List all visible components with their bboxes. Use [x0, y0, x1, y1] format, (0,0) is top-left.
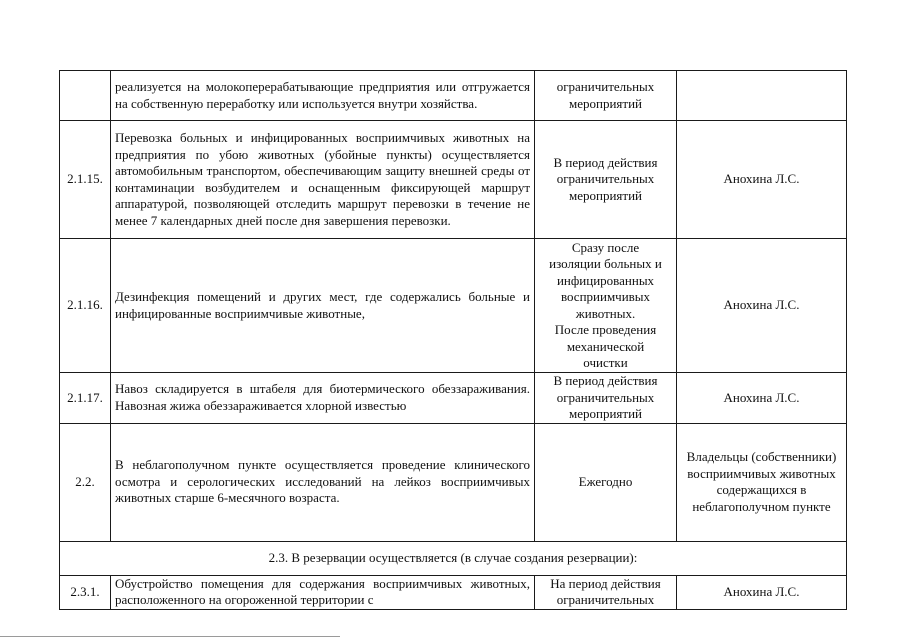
- row-number: 2.3.1.: [60, 575, 111, 609]
- term-line: восприимчивых: [560, 289, 651, 304]
- term-cell: [535, 575, 677, 609]
- measure-text: Перевозка больных и инфицированных восприимчивых животных на предприятия по убою животных (убойные пункты) осуществляется автомобильным транспортом, обеспечивающим защиту внешней среды от контаминации возбудителем и оснащенным фиксирующей маршрут аппаратурой, позволяющей отследить маршрут перевозки в течение не менее 7 календарных дней после дня завершения перевозки.: [111, 121, 535, 239]
- scan-edge-line: [0, 636, 340, 637]
- measure-text: Обустройство помещения для содержания восприимчивых животных, расположенного на огороженной территории с: [115, 575, 530, 607]
- responsible-cell: Анохина Л.С.: [677, 121, 847, 239]
- measure-text-cell: [111, 575, 535, 609]
- responsible-cell: Анохина Л.С.: [677, 373, 847, 424]
- term-line: Ежегодно: [578, 473, 633, 489]
- term-line: В период действия: [553, 154, 658, 170]
- table-row: [60, 575, 847, 609]
- table-row: [60, 373, 847, 424]
- section-heading-row: [60, 541, 847, 575]
- table-row: [60, 423, 847, 541]
- responsible-cell: Владельцы (собственники) восприимчивых животных содержащихся в неблагополучном пункте: [677, 423, 847, 541]
- row-number: 2.1.17.: [60, 373, 111, 424]
- term-line: мероприятий: [569, 406, 642, 421]
- measure-text: В неблагополучном пункте осуществляется проведение клинического осмотра и серологических исследований на лейкоз восприимчивых животных старше 6-месячного возраста.: [111, 423, 535, 541]
- term-line: ограничительных: [556, 389, 655, 405]
- term-cell: [535, 423, 677, 541]
- measure-text: Навоз складируется в штабеля для биотермического обеззараживания. Навозная жижа обеззараживается хлорной известью: [111, 373, 535, 424]
- term-line: После проведения: [554, 322, 657, 337]
- measures-table: [59, 70, 847, 610]
- measure-text: Дезинфекция помещений и других мест, где содержались больные и инфицированные восприимчивые животные,: [111, 239, 535, 373]
- term-cell: [535, 71, 677, 121]
- term-line: На период действия: [550, 575, 661, 591]
- table-row: [60, 239, 847, 373]
- row-number: 2.2.: [60, 423, 111, 541]
- term-line: мероприятий: [569, 95, 642, 111]
- measure-text: реализуется на молокоперерабатывающие предприятия или отгружается на собственную переработку или используется внутри хозяйства.: [111, 71, 535, 121]
- term-line: ограничительных: [556, 171, 655, 187]
- term-cell: [535, 121, 677, 239]
- row-number: 2.1.15.: [60, 121, 111, 239]
- term-line: ограничительных: [556, 79, 655, 94]
- responsible-cell: Анохина Л.С.: [677, 575, 847, 609]
- term-line: изоляции больных и: [549, 256, 662, 271]
- row-number: [60, 71, 111, 121]
- term-cell: [535, 239, 677, 373]
- term-line: механической: [566, 338, 645, 354]
- term-line: В период действия: [553, 373, 658, 388]
- table-row: [60, 71, 847, 121]
- responsible-cell: [677, 71, 847, 121]
- row-number: 2.1.16.: [60, 239, 111, 373]
- section-heading: 2.3. В резервации осуществляется (в случае создания резервации):: [60, 541, 847, 575]
- term-line: очистки: [583, 355, 628, 370]
- table-row: [60, 121, 847, 239]
- term-line: ограничительных: [556, 592, 655, 607]
- term-cell: [535, 373, 677, 424]
- term-line: животных.: [575, 305, 636, 321]
- term-line: мероприятий: [569, 187, 642, 203]
- term-line: инфицированных: [556, 272, 655, 288]
- term-line: Сразу после: [571, 239, 640, 255]
- responsible-cell: Анохина Л.С.: [677, 239, 847, 373]
